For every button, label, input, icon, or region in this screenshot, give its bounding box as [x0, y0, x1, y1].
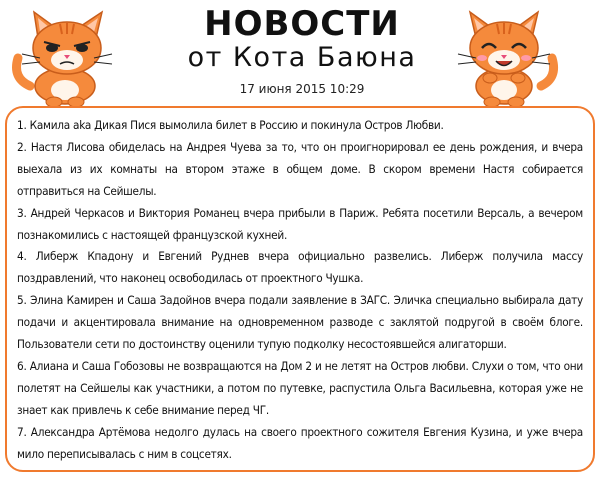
- news-item-3: 3. Андрей Черкасов и Виктория Романец вчера прибыли в Париж. Ребята посетили Версаль, а вечером познакомились с настоящей французской кухней.: [17, 205, 583, 242]
- news-item-1: 1. Камила aka Дикая Пися вымолила билет в Россию и покинула Остров Любви.: [17, 118, 444, 132]
- news-item-6: 6. Алиана и Саша Гобозовы не возвращаются на Дом 2 и не летят на Остров любви. Слухи о том, что они полетят на Сейшелы как участники, а потом по путевке, распустила Ольга Васильевна, которая уже не знает как привлечь к себе внимание перед ЧГ.: [17, 358, 583, 417]
- news-item-4: 4. Либерж Кпадону и Евгений Руднев вчера официально развелись. Либерж получила массу поздравлений, что наконец освободилась от проектного Чушка.: [17, 249, 583, 286]
- grumpy-cat-icon: [10, 8, 125, 108]
- page-title: НОВОСТИ: [204, 4, 400, 44]
- happy-cat-icon: [446, 8, 561, 108]
- news-box: [5, 106, 595, 472]
- page-subtitle: от Кота Баюна: [187, 42, 417, 73]
- news-item-5: 5. Элина Камирен и Саша Задойнов вчера подали заявление в ЗАГС. Эличка специально выбирала дату подачи и акцентировала внимание на одновременном разводе с заклятой подругой в своём блоге. Пользователи сети по достоинству оценили тупую подколку несостоявшейся алигаторши.: [17, 293, 583, 352]
- news-list: [17, 115, 583, 466]
- news-item-7: 7. Александра Артёмова недолго дулась на своего проектного сожителя Евгения Кузина, и уже вчера мило переписывалась с ним в соцсетях.: [17, 424, 583, 461]
- news-item-2: 2. Настя Лисова обиделась на Андрея Чуева за то, что он проигнорировал ее день рождения, и вчера выехала из их комнаты на втором этаже в общем доме. В скором времени Настя собирается отправиться на Сейшелы.: [17, 139, 583, 198]
- header: [0, 0, 604, 110]
- post-date: 17 июня 2015 10:29: [239, 82, 365, 96]
